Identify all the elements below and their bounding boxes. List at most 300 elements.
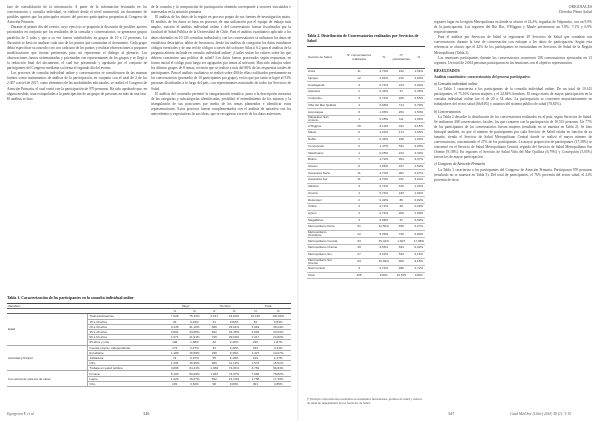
table1-cell: 1.758	[245, 376, 265, 381]
table2-cell: 37	[390, 89, 413, 96]
table1-cell: 3.135	[166, 324, 183, 329]
table1-cell: 74,97%	[223, 371, 245, 376]
table2-cell: 1,47%	[379, 143, 389, 148]
running-head-title: Derecho Pleno Salud	[559, 9, 592, 14]
table2-row-label: Arauco	[307, 163, 341, 170]
table2-row-label: Metropolitano Oriente	[307, 245, 341, 252]
table-row	[307, 238, 425, 245]
table1-group-label: Edad	[7, 314, 88, 345]
table2-cell: 3	[341, 183, 378, 190]
table2-cell: 174	[390, 130, 413, 137]
table-row	[307, 230, 425, 237]
left-column-2	[151, 5, 291, 295]
table1-row-label: 50 a 64 años	[88, 335, 166, 340]
table2-cell: 6,62%	[379, 252, 389, 257]
table1-cell: 293	[166, 381, 183, 386]
table1-cell: 78,82%	[266, 371, 291, 376]
table1-cell: 1,87%	[266, 340, 291, 345]
table-row	[307, 150, 425, 157]
table2-cell: 1,84%	[414, 190, 424, 195]
table2-row-label: Magallanes	[307, 217, 341, 224]
table2-cell: 15,69%	[378, 258, 390, 265]
table2-cell: 64	[341, 258, 378, 265]
table2-cell: 408	[341, 272, 378, 279]
table1-cell: 98	[206, 381, 223, 386]
table-row	[307, 136, 425, 143]
table2-cell: 8	[341, 163, 378, 170]
table-row	[307, 95, 425, 102]
table1-subheader: %	[223, 309, 245, 314]
table2-cell: 5	[341, 130, 378, 137]
table2-cell: 100%	[378, 272, 390, 279]
table-row	[307, 177, 425, 184]
table2-cell: 3	[341, 210, 378, 217]
table2-cell: 2,55%	[414, 96, 424, 101]
subsection-heading-b: b) Conversatorios	[434, 109, 461, 114]
table1-cell: 2.517	[206, 314, 223, 319]
table2-cell: 0,49%	[379, 137, 389, 142]
table1-cell: 34,88%	[183, 329, 205, 334]
table2-cell: 0,25%	[378, 116, 390, 123]
table2-cell: 965	[390, 258, 413, 265]
table1-cell: 33	[166, 319, 183, 324]
table1-cell: 0,53%	[266, 319, 291, 324]
table2	[307, 46, 425, 279]
table1-cell: 6.109	[166, 371, 183, 376]
running-head	[500, 5, 592, 14]
table2-cell: 5,05%	[414, 143, 424, 148]
table1-cell: 0,97%	[183, 355, 205, 360]
table1-cell: 173	[166, 345, 183, 350]
table1-cell: 21,14%	[223, 376, 245, 381]
table2-cell: 162	[390, 69, 413, 76]
table1-cell: 14,07%	[266, 350, 291, 355]
table2-cell: 714	[390, 102, 413, 109]
table1-subheader: N	[206, 309, 223, 314]
table2-note: (*) Incluye conversatorios realizados en estamentos funcionarios, gremios de salud y centros de salud no dependientes de los Servicios de Salud.	[307, 397, 422, 405]
table2-row-label: Aconcagua	[307, 109, 341, 116]
table2-cell: 109	[390, 183, 413, 190]
paragraph: fase de consolidación de la información. A partir de la información levantada en los conversatorios y consulta individual, se elaboró desde el nivel ministerial, un documento de posibles aportes que los principales actores del proceso participativo proponían al Congreso de Atención Primaria.	[7, 5, 147, 25]
table2-row-label: Concepción	[307, 143, 341, 150]
table2-row-label: Ñuble	[307, 136, 341, 143]
table1-row-label: Otro	[88, 381, 166, 386]
table2-cell: 0,74%	[379, 96, 389, 101]
table2-cell: 1,59%	[414, 164, 424, 168]
table1-cell: 1.671	[166, 335, 183, 340]
table2-cell: 51	[341, 224, 378, 231]
subsection-heading-c: c) Congreso de Atención Primaria	[434, 162, 485, 167]
table1-header-hombre: Hombre	[206, 304, 246, 309]
table1-cell: 33,61%	[223, 324, 245, 329]
table2-cell: 0,49%	[379, 89, 389, 94]
table2-cell: 2,70%	[379, 170, 389, 175]
table1-subheader: N	[245, 309, 265, 314]
table2-cell: 100%	[413, 272, 425, 279]
table2-cell: 11	[341, 177, 378, 184]
table2-cell: 2,72%	[414, 266, 424, 271]
table2-cell: 1,96%	[379, 164, 389, 168]
table1-row-label: Estudiante	[88, 350, 166, 355]
subsection-heading-a: a) Consulta individual online	[434, 82, 478, 87]
table2-cell: 193	[390, 190, 413, 197]
table2-cell: 354	[390, 157, 413, 164]
table1-cell: 280	[206, 361, 223, 366]
table2-cell: 1,06%	[413, 116, 425, 123]
table1-cell: 2.417	[245, 335, 265, 340]
table2-cell: 1,96%	[379, 109, 389, 114]
table2-cell: 6,13%	[379, 123, 389, 128]
table2-cell: 11	[341, 69, 378, 76]
table2-cell: 7	[341, 157, 378, 164]
table2-cell: 9,18%	[413, 258, 425, 265]
paragraph: de la consulta y la composición de participación obtenida corresponde a sectores vinculados e interesados en la atención primaria.	[151, 5, 291, 15]
table2-cell: 12	[341, 75, 378, 82]
table2-cell: 6,79%	[414, 102, 424, 107]
table1-row-label: 20 a 34 años	[88, 324, 166, 329]
table2-cell: 0,82%	[414, 197, 424, 202]
table2-header: Servicio de Salud	[307, 47, 341, 69]
table2-header: %	[413, 47, 425, 69]
table2-row-label: Araucanía Sur	[307, 177, 341, 184]
table1-caption: Tabla 1. Caracterización de los participantes en la consulta individual online	[7, 296, 134, 300]
table2-cell: 111	[390, 116, 413, 123]
table2-cell: 5,39%	[378, 230, 390, 237]
right-column	[434, 20, 592, 406]
table1-cell: 0,43%	[183, 319, 205, 324]
table1-cell: 129	[245, 355, 265, 360]
table2-cell: 11	[341, 170, 378, 177]
table1-header-variables: Variables	[7, 304, 166, 309]
table1-cell: 29,64%	[223, 335, 245, 340]
table1-cell: 2,19%	[223, 355, 245, 360]
table1-cell: 3,85%	[266, 381, 291, 386]
table1-cell: 746	[206, 335, 223, 340]
paragraph: El análisis del contenido permitió la categorización temática, junto a la descripción narrativa de las categorías y subcategorías identificadas, posibilitó el entendimiento de los mismos y la triangulación de sus posiciones por medio de los temas planteados e identificar estas representaciones. Estos procesos fueron complementados con el análisis de narrativa con los antecedentes y expectativas de sus ideas, que se recogieron a través de los datos anteriores.	[151, 91, 291, 116]
table-row	[307, 265, 425, 272]
table1-cell: 21,91%	[183, 335, 205, 340]
table1-cell: 75,16%	[183, 314, 205, 319]
paragraph: Los procesos de consulta individual online y conversatorios se consideraron de las mismas fuentes como instrumentos de análisis de la participación, en conjunto con el total de 2 de los 2.307 a nivel de 2017, como elementos de las modalidades adicionales, se realizó el Congreso de Atención Primaria, el cual contó con la participación de 970 personas. Ha sido aprobado que, en alguna medida, sean extrapoladas a la participación de un grupo de personas en más de una fase. El análisis se hizo	[7, 71, 147, 101]
table2-cell: 216	[390, 75, 413, 82]
table2-cell: 17,38%	[413, 238, 424, 243]
table1-cell: 17,33%	[266, 376, 291, 381]
table1-cell: 2,42%	[223, 345, 245, 350]
table-row	[307, 183, 425, 190]
table1-cell: 1.189	[166, 350, 183, 355]
table2-cell: 3	[341, 82, 378, 89]
table1-cell: 190	[245, 340, 265, 345]
left-footer: Egorgeron F, et al	[7, 412, 34, 416]
table-row	[307, 102, 425, 109]
table1-row-label: Total participantes	[88, 314, 166, 319]
table2-cell: 1	[341, 150, 378, 157]
table1-header-total: Total	[245, 304, 291, 309]
table2-cell: 0,98%	[379, 102, 389, 107]
table1-cell: 3,89%	[223, 381, 245, 386]
table2-cell: 244	[390, 150, 413, 157]
table-row	[307, 75, 425, 82]
table2-row-label: Talcahuano	[307, 150, 341, 157]
table-row	[307, 143, 425, 150]
table1-cell: 15,51%	[266, 361, 291, 366]
table2-cell: 1.827	[390, 238, 413, 245]
table2-cell: 1,65%	[414, 130, 424, 135]
table2-header: N° conversatorios realizados	[341, 47, 378, 69]
table1-cell: 74,81%	[223, 366, 245, 371]
table2-cell: 15,44%	[378, 238, 389, 243]
table2-row-label: Reloncaví	[307, 197, 341, 204]
table-row	[307, 251, 425, 258]
table2-cell: 1,72%	[379, 157, 389, 162]
table2-cell: 531	[390, 143, 413, 150]
table2-row-label: Metropolitano Sur	[307, 251, 341, 258]
table2-row-label: Maule	[307, 130, 341, 137]
table2-cell: 633	[390, 245, 413, 252]
running-head-section: ORIGINALES	[568, 5, 592, 9]
table2-body	[307, 69, 425, 279]
table2-cell: 8	[341, 109, 378, 116]
table1-cell: 846	[206, 324, 223, 329]
table1-cell: 10.145	[245, 314, 265, 319]
table2-row-label: Nivel central	[307, 265, 341, 272]
left-page-number: 346	[143, 411, 150, 416]
table2-row-label: Chiloé	[307, 204, 341, 211]
table-row	[307, 157, 425, 164]
section-heading-results: RESULTADOS	[434, 68, 460, 73]
table-row	[307, 163, 425, 170]
table1-cell: 391	[245, 381, 265, 386]
table2-cell: 3,37%	[414, 157, 424, 162]
table1-cell: 34,53%	[266, 329, 291, 334]
table1-cell: 4.898	[166, 366, 183, 371]
table2-cell: 2	[341, 89, 378, 96]
left-column-1	[7, 5, 147, 295]
table1	[7, 303, 291, 387]
table2-cell: 659	[390, 224, 413, 231]
paragraph: La Tabla 3 caracteriza a los participantes del Congreso de Atención Primaria. Participaron 970 personas (resultado no se muestra en Tabla 3). Del total de participantes, el 76% provenía del sector salud, el 22% provenía de otros	[434, 167, 592, 182]
table1-subheader: %	[266, 309, 291, 314]
table2-row-label: Metropolitano Occidente	[307, 230, 341, 237]
table1-cell: 1.226	[166, 376, 183, 381]
table1-row-label: Otro	[88, 361, 166, 366]
table-row	[307, 217, 425, 224]
table2-row-label: Biobío	[307, 157, 341, 164]
table1-row-label: Fonasa	[88, 371, 166, 376]
table2-cell: 10.515	[390, 272, 413, 279]
table-row	[307, 190, 425, 197]
table-row	[307, 69, 425, 76]
paragraph: Las reuniones participantes durante los conversatorios ocurrieron 108 conversatorios ejecutados en 13 regiones. Un total de 2.004 personas participaron en las reuniones con el objetivo representativo.	[434, 55, 592, 65]
table2-cell: 0,74%	[379, 204, 389, 209]
table2-cell: 214	[390, 82, 413, 89]
table1-cell: 41,10%	[183, 324, 205, 329]
table1-cell: 24,84%	[223, 314, 245, 319]
table2-cell: 1	[341, 116, 378, 123]
table2-row-label: Metropolitano Central	[307, 238, 341, 245]
table1-cell: 55	[206, 355, 223, 360]
table1-cell: 1,27%	[266, 355, 291, 360]
table2-row-label: Valdivia	[307, 183, 341, 190]
table2-cell: 2,05%	[414, 75, 424, 80]
table1-cell: 532	[206, 376, 223, 381]
table2-cell: 2,70%	[379, 177, 389, 182]
table1-cell: 15,59%	[183, 350, 205, 355]
table1-cell: 3.981	[245, 324, 265, 329]
table1-cell: 61	[206, 345, 223, 350]
table1-row-label: Trabaja en salud pública	[88, 366, 166, 371]
table2-cell: 2,04%	[414, 82, 424, 87]
table-row	[307, 258, 425, 265]
table2-row-label: Araucanía Norte	[307, 170, 341, 177]
table2-cell: 9,56%	[379, 245, 389, 250]
table1-cell: 16,07%	[183, 376, 205, 381]
table-row	[307, 82, 425, 89]
table2-cell: 66	[390, 204, 413, 211]
table2-cell: 0,25%	[379, 150, 389, 155]
table2-cell: 2,67%	[414, 170, 424, 175]
table1-cell: 0,83%	[223, 319, 245, 324]
table2-cell: 2,70%	[379, 69, 389, 74]
table2-row-label: Metropolitano Sur Oriente	[307, 258, 341, 265]
table2-cell: 6	[341, 143, 378, 150]
table1-cell: 2.661	[166, 329, 183, 334]
paragraph: El análisis de los datos de la región en proceso propio de sus fuentes de investigación mixto. El análisis de los datos se basa en procesos de una utilización por el equipo de trabajo más amplio, suscrito el análisis individual online y del conversatorio fueron fiscalizados por la facultad de Salud Pública de la Universidad de Chile. Para el análisis cuantitativo aplicado a los datos obtenidos en 10.145 consultas individual y con los conversatorios se utilizaron los datos de estadística descriptiva, tablas de frecuencia, desde los análisis de categorías los datos estudiaron códigos esenciales y de una red de códigos a través del software Atlas.ti 6.2 para el análisis de la pregunta abierta incluida en consulta individual online: ¿Cuáles serían los valores sobre los que debiera construirse una política de salud? Los datos fueron procesados según respuestas, en forma inicial el código para luego ser agrupados por temas al software. Han sido trabajos sobre los últimos grupos de 8 temas, revisión que se realizó a más del 80% de las respuestas totales de participantes. Para el análisis cualitativo se realizó sobre 400 de ellas codificados previamente en los conversatorios (promedio de 10 participantes por grupo), en los que por tanto se logró el 53% personas distribuidas a lo largo del país, con representantes nacionales de todos los Servicios de Salud.	[151, 15, 291, 91]
paragraph: Para el análisis por Servicios de Salud se registraron 29 Servicios de Salud que contaban con conversatorios durante la fase de conversación con enfoque a los datos de participación. Según esta referencia se obtuvo que el 42% de los participantes se encontraban en Servicios de Salud de la Región Metropolitana (Tabla 2).	[434, 35, 592, 55]
table2-row-label: Total	[307, 272, 341, 279]
table2-cell: 86	[390, 197, 413, 204]
table2-row-label: Antofagasta	[307, 82, 341, 89]
table2-cell: 726	[390, 230, 413, 237]
right-page-number: 347	[448, 411, 455, 416]
table2-cell: 1,04%	[414, 184, 424, 189]
table2-cell: 97	[390, 217, 413, 224]
table2-cell: 2	[341, 136, 378, 143]
table2-cell: 281	[390, 170, 413, 177]
table2-row-label: O'Higgins	[307, 123, 341, 130]
table1-cell: 33,45%	[223, 329, 245, 334]
table2-cell: 1,54%	[414, 69, 424, 74]
table2-row-label: Osorno	[307, 190, 341, 197]
table1-cell: 1.427	[245, 350, 265, 355]
table1-cell: 54	[245, 319, 265, 324]
table1-subheader: %	[183, 309, 205, 314]
table2-row-label: Coquimbo	[307, 95, 341, 102]
table-row	[307, 245, 425, 252]
table2-cell: 4	[341, 102, 378, 109]
table1-cell: 2,31%	[266, 345, 291, 350]
table2-caption: Tabla 2. Distribución de Conversatorios realizados por Servicios de Salud	[307, 34, 419, 43]
table2-row-label: Metropolitano Norte	[307, 224, 341, 231]
table1-row-label: 35 a 49 años	[88, 329, 166, 334]
table1-row-label: 65 años y más	[88, 340, 166, 345]
table1-cell: 16,96%	[183, 361, 205, 366]
table2-cell: 27	[341, 251, 378, 258]
table2-cell: 3	[341, 204, 378, 211]
table-row	[307, 197, 425, 204]
table1-header-mujer: Mujer	[166, 304, 206, 309]
table2-cell: 39	[341, 245, 378, 252]
table2-cell: 3	[341, 265, 378, 272]
table2-cell: 209	[390, 210, 413, 217]
table2-cell: 6,27%	[414, 224, 424, 229]
table1-cell: 39,24%	[266, 324, 291, 329]
table1-cell: 3.503	[245, 329, 265, 334]
table1-cell: 21	[206, 319, 223, 324]
table2-row-label: Iquique	[307, 75, 341, 82]
table2-header-row	[307, 47, 425, 69]
table2-cell: 286	[390, 265, 413, 272]
table1-group-label: Uso actual de sistema de salud	[7, 371, 88, 387]
table1-cell: 842	[206, 329, 223, 334]
table1-cell: 3,84%	[183, 381, 205, 386]
table2-cell: 25	[341, 123, 378, 130]
table1-cell: 6.781	[245, 366, 265, 371]
table2-cell: 3,15%	[414, 123, 424, 128]
table1-cell: 1.574	[245, 361, 265, 366]
table-row	[307, 130, 425, 137]
table2-cell: 1,03%	[414, 137, 424, 142]
table-row	[307, 204, 425, 211]
table2-row-label: Arica	[307, 69, 341, 76]
table-row	[307, 123, 425, 130]
table2-cell: 0,74%	[379, 211, 389, 216]
table1-row-label: Jubilado/a	[88, 355, 166, 360]
table1-cell: 66,84%	[266, 366, 291, 371]
table2-cell: 543	[390, 251, 413, 258]
table2-cell: 331	[390, 123, 413, 130]
table2-cell: 268	[390, 95, 413, 102]
table1-cell: 11,12%	[223, 361, 245, 366]
table1-cell: 80,09%	[183, 371, 205, 376]
table-row	[307, 170, 425, 177]
table1-cell: 1.883	[206, 366, 223, 371]
table1-cell: 2,46%	[223, 340, 245, 345]
table2-cell: 0,74%	[379, 184, 389, 189]
table2-cell: 263	[390, 109, 413, 116]
paragraph: La Tabla 2 describe la distribución de los conversatorios realizados en el país, según Servicios de Salud. Se realizaron 408 conversatorios locales, los que contaron con la participación de 10.515 personas. Un 77% de los participantes de los conversatorios fueron mujeres (resultado no se muestra en Tabla 2). Se hizo hincapié también, en que el número de participantes por cada Servicio de Salud estaba en función de su tamaño, siendo el Servicio de Salud Metropolitano Central donde se realizó el mayor número de conversatorios, concentrando el 27% de los participantes. La mayor proporción de participantes (17,38%) se concentró en el Servicio de Salud Metropolitano Central, seguido del Servicio de Salud Metropolitano Sur Oriente (9,18%). En regiones el Servicio de Salud Viña del Mar Quillota (6,79%) y Concepción (5,05%) fueron los de mayor participación.	[434, 114, 592, 160]
table2-cell: 3,24%	[414, 177, 424, 182]
table1-cell: 64,21%	[183, 366, 205, 371]
table-row	[307, 272, 425, 279]
results-intro	[434, 75, 592, 80]
table1-row-label: 15 a 19 años	[88, 319, 166, 324]
table2-cell: 108	[390, 136, 413, 143]
paragraph: La Tabla 1 caracteriza a los participantes de la consulta individual online. De un total de 10.145 participantes, el 75,16% fueron mujeres y el 24,84% hombres. El rango etario de mayor participación en la consulta individual online fue el de 20 a 34 años. La participación se concentró mayoritariamente en trabajadores del sector salud (66,84%) y usuarios del sistema público de salud (78,82%).	[434, 87, 592, 107]
table2-cell: 2	[341, 197, 378, 204]
results-intro-text: Análisis cuantitativo: caracterización del proceso participativo	[434, 74, 530, 79]
table2-cell: 167	[390, 163, 413, 170]
table1-cell: 9,46%	[223, 350, 245, 355]
table2-cell: 3	[341, 190, 378, 197]
table2-cell: 0,74%	[379, 190, 389, 195]
table-row	[307, 116, 425, 123]
table2-cell: 5,16%	[414, 252, 424, 257]
right-page	[300, 0, 600, 421]
table-row	[307, 210, 425, 217]
table1-cell: 2,27%	[183, 345, 205, 350]
table2-cell: 63	[341, 238, 378, 245]
right-footer: Cuad Méd Soc (Chile) 2018, 58 (1): 3-10	[510, 412, 572, 416]
table2-row-label: Valparaíso San Antonio	[307, 116, 341, 123]
table1-cell: 128	[166, 340, 183, 345]
table2-row-label: Aysén	[307, 210, 341, 217]
table1-cell: 7.996	[245, 371, 265, 376]
table1-cell: 7.628	[166, 314, 183, 319]
table1-group-label: Actividad principal	[7, 345, 88, 371]
table1-cell: 234	[245, 345, 265, 350]
paragraph: Durante el primer día del evento, cuyo ejercicio se proponía la discusión de posibles aportes priorizados en conjunto por los resultados de la consulta y conversatorios, se generaron grupos paralelos de 5 salas y que a su vez fueron subdivididos en grupos de 10 a 12 personas. La discusión se basó en analizar cada uno de los puntos que constituían el documento. Cada grupo debía especificar su acuerdo o no con cada uno de los puntos y realizar observaciones o proponer modificaciones que fueran pertinentes para así representar el diálogo al plenario. Las observaciones fueron sistematizadas y priorizadas con representantes de los grupos y se llegó a la redacción final del documento, el cual fue presentado y aprobado por el conjunto de participantes del Congreso mediante su forma el segundo día del evento.	[7, 25, 147, 71]
